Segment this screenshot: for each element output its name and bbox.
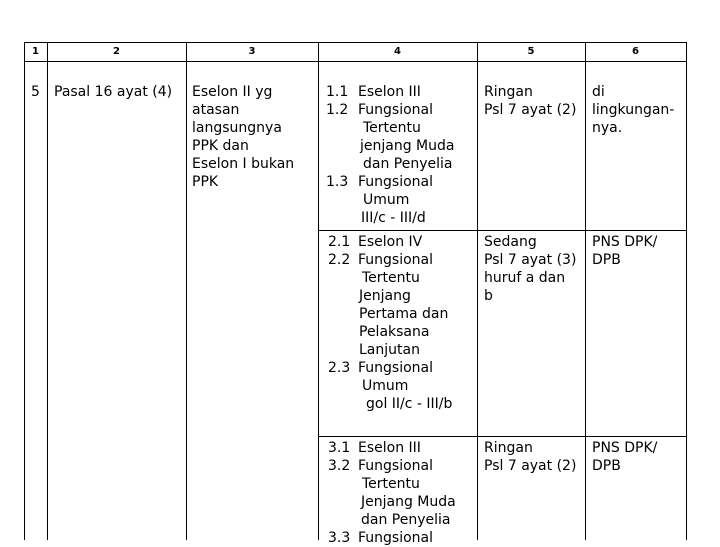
list-item: Pelaksana (359, 324, 430, 340)
text-line: Eselon I bukan (192, 156, 295, 172)
text-line: Eselon II yg (192, 84, 273, 100)
list-item: Pertama dan (359, 306, 449, 322)
col-border (686, 42, 687, 540)
header-col-2: 2 (113, 46, 120, 57)
header-col-1: 1 (32, 46, 39, 57)
header-col-3: 3 (248, 46, 256, 57)
row-number: 5 (31, 84, 40, 100)
col-border (585, 42, 586, 540)
list-item: Lanjutan (359, 342, 420, 358)
table-top-border (24, 42, 687, 43)
text-line: Ringan (484, 84, 533, 100)
list-item: 2.1 Eselon IV (328, 234, 423, 250)
header-col-4: 4 (394, 46, 401, 57)
text-line: PNS DPK/ (592, 440, 658, 456)
text-line: Psl 7 ayat (2) (484, 458, 577, 474)
list-item: 1.2 Fungsional (326, 102, 434, 118)
text-line: PPK (192, 174, 219, 190)
text-line: DPB (592, 252, 621, 268)
text-line: PNS DPK/ (592, 234, 658, 250)
text-line: DPB (592, 458, 621, 474)
official-list (326, 83, 454, 227)
list-item: dan Penyelia (363, 156, 453, 172)
list-item: 1.1 Eselon III (326, 84, 421, 100)
text-line: Sedang (484, 234, 537, 250)
col-border (186, 42, 187, 540)
list-item: III/c - III/d (361, 210, 426, 226)
scope (592, 83, 674, 137)
official-list (328, 233, 452, 413)
col-border (318, 42, 319, 540)
sanction-level (484, 83, 576, 119)
official-list (328, 439, 456, 547)
col-border (477, 42, 478, 540)
row-divider (318, 230, 687, 231)
list-item: 2.3 Fungsional (328, 360, 434, 376)
legal-basis: Pasal 16 ayat (4) (54, 84, 173, 100)
text-line: huruf a dan (484, 270, 566, 286)
row-divider (318, 436, 687, 437)
sanction-level (484, 439, 576, 475)
list-item: Tertentu (362, 476, 420, 492)
sanction-level (484, 233, 576, 305)
list-item: Tertentu (362, 270, 420, 286)
list-item: dan Penyelia (361, 512, 451, 528)
col-border (47, 42, 48, 540)
text-line: Psl 7 ayat (3) (484, 252, 577, 268)
list-item: 3.1 Eselon III (328, 440, 421, 456)
col-border (24, 42, 25, 540)
header-col-6: 6 (632, 46, 639, 57)
list-item: Umum (362, 378, 409, 394)
superior-official (192, 83, 294, 191)
text-line: lingkungan- (592, 102, 675, 118)
header-bottom-border (24, 61, 687, 62)
list-item: Umum (363, 192, 410, 208)
header-col-5: 5 (527, 46, 535, 57)
text-line: nya. (592, 120, 623, 136)
list-item: Tertentu (363, 120, 421, 136)
text-line: di (592, 84, 605, 100)
list-item: gol II/c - III/b (366, 396, 453, 412)
list-item: Jenjang Muda (361, 494, 456, 510)
list-item: 3.2 Fungsional (328, 458, 434, 474)
list-item: 1.3 Fungsional (326, 174, 434, 190)
list-item: Jenjang (359, 288, 411, 304)
text-line: Ringan (484, 440, 533, 456)
text-line: b (484, 288, 493, 304)
text-line: Psl 7 ayat (2) (484, 102, 577, 118)
scope (592, 439, 657, 475)
scope (592, 233, 657, 269)
text-line: langsungnya (192, 120, 282, 136)
list-item: 2.2 Fungsional (328, 252, 434, 268)
text-line: PPK dan (192, 138, 249, 154)
text-line: atasan (192, 102, 240, 118)
list-item: 3.3 Fungsional (328, 530, 434, 546)
list-item: jenjang Muda (360, 138, 455, 154)
